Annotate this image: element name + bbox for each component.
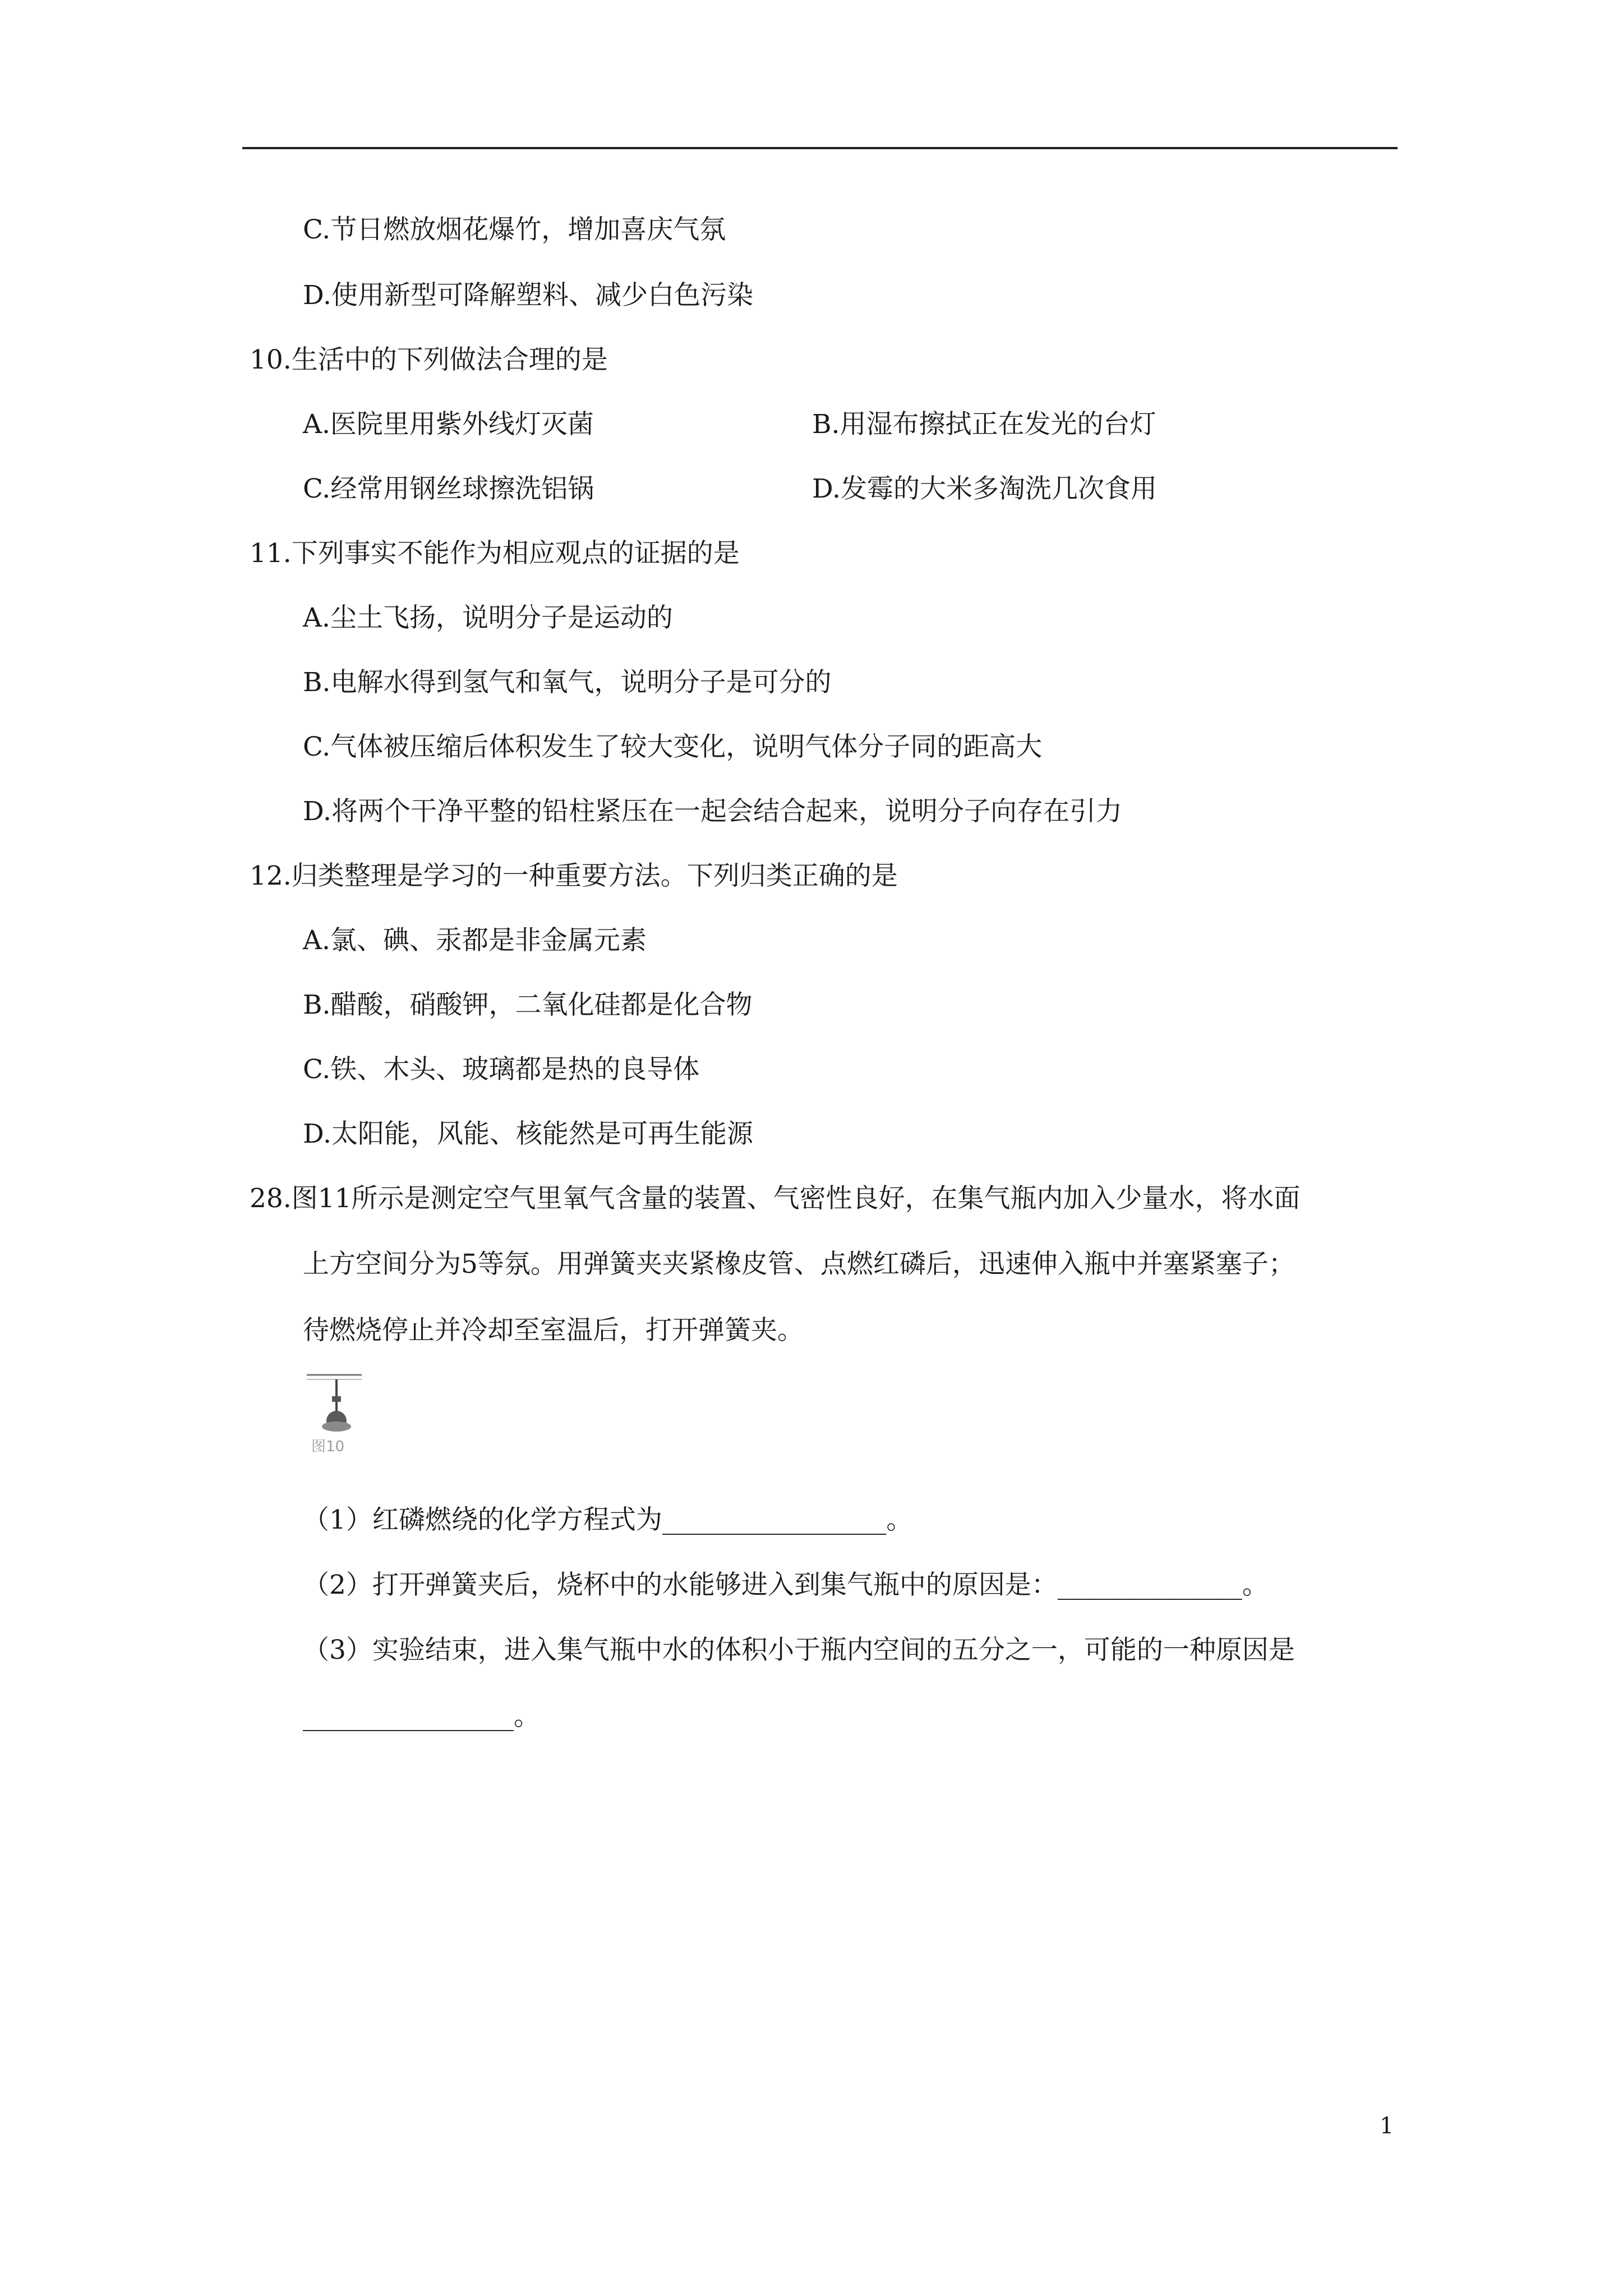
q28-sub-question-3: （3）实验结束，进入集气瓶中水的体积小于瓶内空间的五分之一，可能的一种原因是 <box>303 1635 1295 1665</box>
figure-caption: 图10 <box>311 1438 345 1455</box>
q11-option-a: A.尘土飞扬，说明分子是运动的 <box>303 602 673 633</box>
q11-option-d: D.将两个干净平整的铅柱紧压在一起会结合起来，说明分子向存在引力 <box>303 796 1122 827</box>
q11-stem: 11.下列事实不能作为相应观点的证据的是 <box>250 538 740 569</box>
q28-stem-line-1: 28.图11所示是测定空气里氧气含量的装置、气密性良好，在集气瓶内加入少量水，将水面 <box>250 1183 1301 1214</box>
q28-sub-question-1: （1）红磷燃绕的化学方程式为_________________。 <box>303 1504 913 1535</box>
header-rule <box>242 147 1398 149</box>
q12-option-a: A.氯、碘、汞都是非金属元素 <box>303 925 647 956</box>
page-number: 1 <box>1380 2113 1394 2139</box>
q10-stem: 10.生活中的下列做法合理的是 <box>250 344 608 375</box>
q10-option-b: B.用湿布擦拭正在发光的台灯 <box>812 409 1156 440</box>
q28-sub-question-2: （2）打开弹簧夹后，烧杯中的水能够进入到集气瓶中的原因是：______________。 <box>303 1570 1269 1600</box>
q10-option-c: C.经常用钢丝球擦洗铝锅 <box>303 473 594 504</box>
q28-stem-line-3: 待燃烧停止并冷却至室温后，打开弹簧夹。 <box>303 1315 804 1346</box>
q28-stem-line-2: 上方空间分为5等氛。用弹簧夹夹紧橡皮管、点燃红磷后，迅速伸入瓶中并塞紧塞子； <box>303 1249 1295 1280</box>
q12-option-c: C.铁、木头、玻璃都是热的良导体 <box>303 1054 700 1085</box>
q12-option-b: B.醋酸，硝酸钾，二氧化硅都是化合物 <box>303 990 753 1020</box>
q28-answer-blank: ________________。 <box>303 1701 540 1732</box>
q9-option-d: D.使用新型可降解塑料、减少白色污染 <box>303 280 753 311</box>
q10-option-a: A.医院里用紫外线灯灭菌 <box>303 409 594 440</box>
q12-stem: 12.归类整理是学习的一种重要方法。下列归类正确的是 <box>250 861 898 891</box>
experiment-figure <box>306 1372 365 1461</box>
q9-option-c: C.节日燃放烟花爆竹，增加喜庆气氛 <box>303 214 726 245</box>
q11-option-b: B.电解水得到氢气和氧气，说明分子是可分的 <box>303 667 832 698</box>
q10-option-d: D.发霉的大米多淘洗几次食用 <box>812 473 1157 504</box>
q12-option-d: D.太阳能，风能、核能然是可再生能源 <box>303 1119 753 1149</box>
apparatus-icon <box>306 1372 365 1436</box>
q11-option-c: C.气体被压缩后体积发生了较大变化，说明气体分子同的距高大 <box>303 731 1043 762</box>
